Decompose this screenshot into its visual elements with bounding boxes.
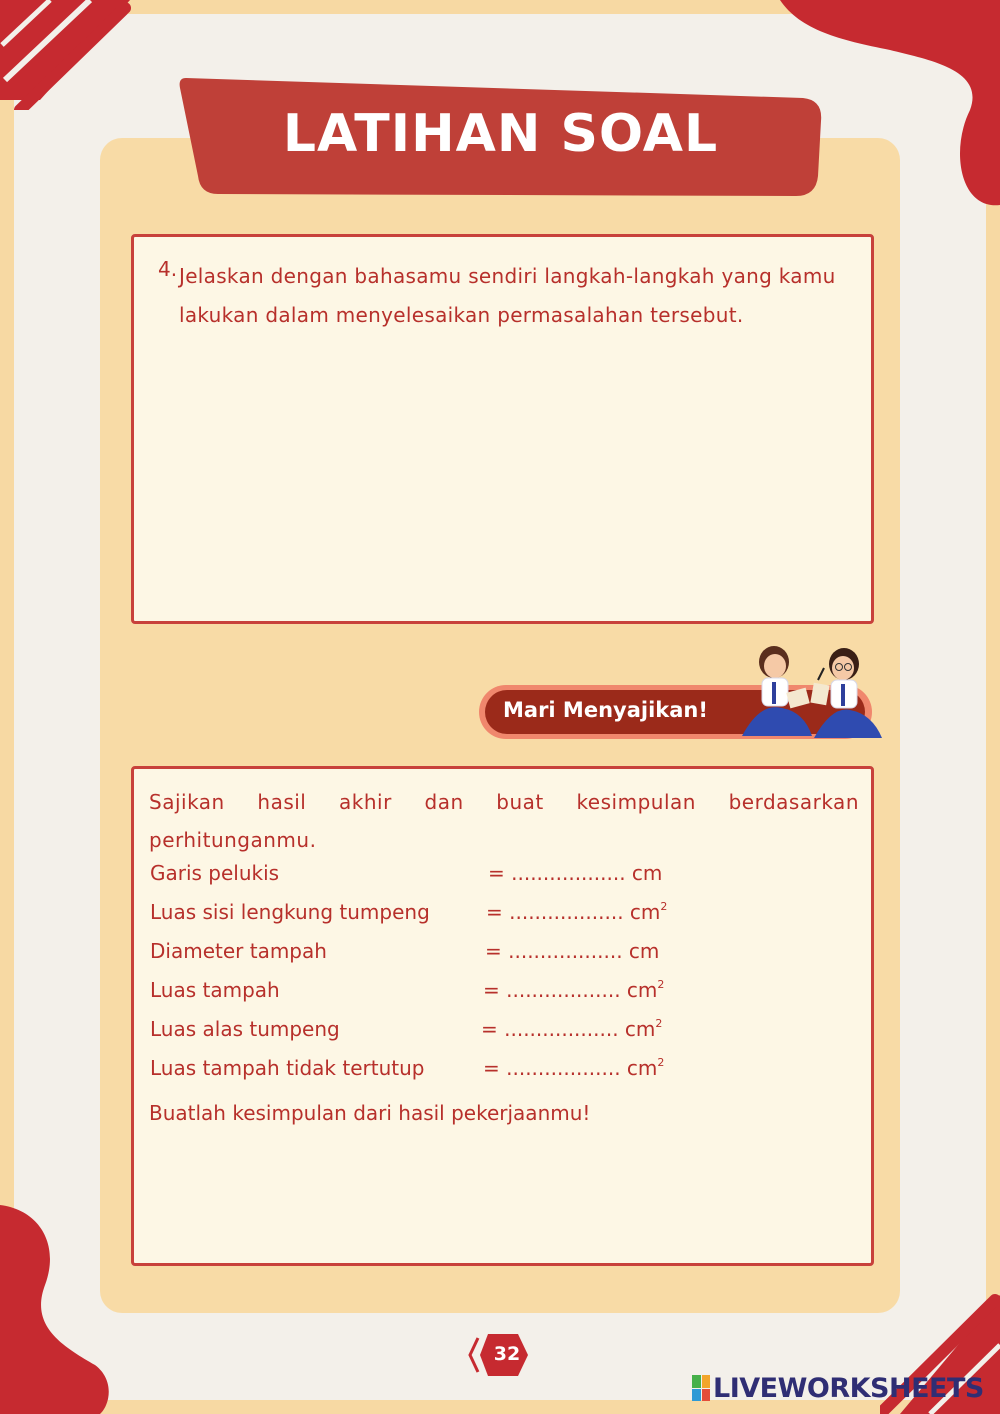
result-blank: = .................. cm xyxy=(483,1056,658,1080)
summary-instruction: Sajikan hasil akhir dan buat kesimpulan berdasarkan perhitunganmu. xyxy=(149,790,859,852)
result-label: Luas tampah tidak tertutup xyxy=(150,1056,425,1080)
liveworksheets-logo xyxy=(692,1372,984,1404)
result-label: Garis pelukis xyxy=(150,861,280,885)
unit-exponent: 2 xyxy=(655,1017,663,1030)
unit-exponent: 2 xyxy=(657,1056,665,1069)
question-number: 4. xyxy=(158,257,178,281)
result-label: Luas sisi lengkung tumpeng xyxy=(150,900,430,924)
result-blank: = .................. cm xyxy=(483,978,658,1002)
corner-decoration-top-left xyxy=(0,0,140,110)
page-title: LATIHAN SOAL xyxy=(282,104,719,164)
result-blank: = .................. cm xyxy=(488,861,663,885)
result-label: Diameter tampah xyxy=(150,939,327,963)
conclusion-prompt: Buatlah kesimpulan dari hasil pekerjaanmu! xyxy=(149,1101,591,1125)
result-blank: = .................. cm xyxy=(481,1017,656,1041)
summary-box[interactable] xyxy=(131,766,874,1266)
result-blank: = .................. cm xyxy=(486,900,661,924)
liveworksheets-icon xyxy=(692,1375,710,1401)
result-label: Luas tampah xyxy=(150,978,280,1002)
question-4-box[interactable] xyxy=(131,234,874,624)
students-illustration xyxy=(732,640,892,744)
section-label-text: Mari Menyajikan! xyxy=(503,698,708,722)
result-label: Luas alas tumpeng xyxy=(150,1017,340,1041)
result-blank: = .................. cm xyxy=(485,939,660,963)
question-text: Jelaskan dengan bahasamu sendiri langkah-langkah yang kamu lakukan dalam menyelesaikan permasalahan tersebut. xyxy=(179,264,836,327)
brand-name: LIVEWORKSHEETS xyxy=(713,1372,984,1404)
unit-exponent: 2 xyxy=(657,978,665,991)
unit-exponent: 2 xyxy=(660,900,668,913)
page-number: 32 xyxy=(493,1343,521,1365)
